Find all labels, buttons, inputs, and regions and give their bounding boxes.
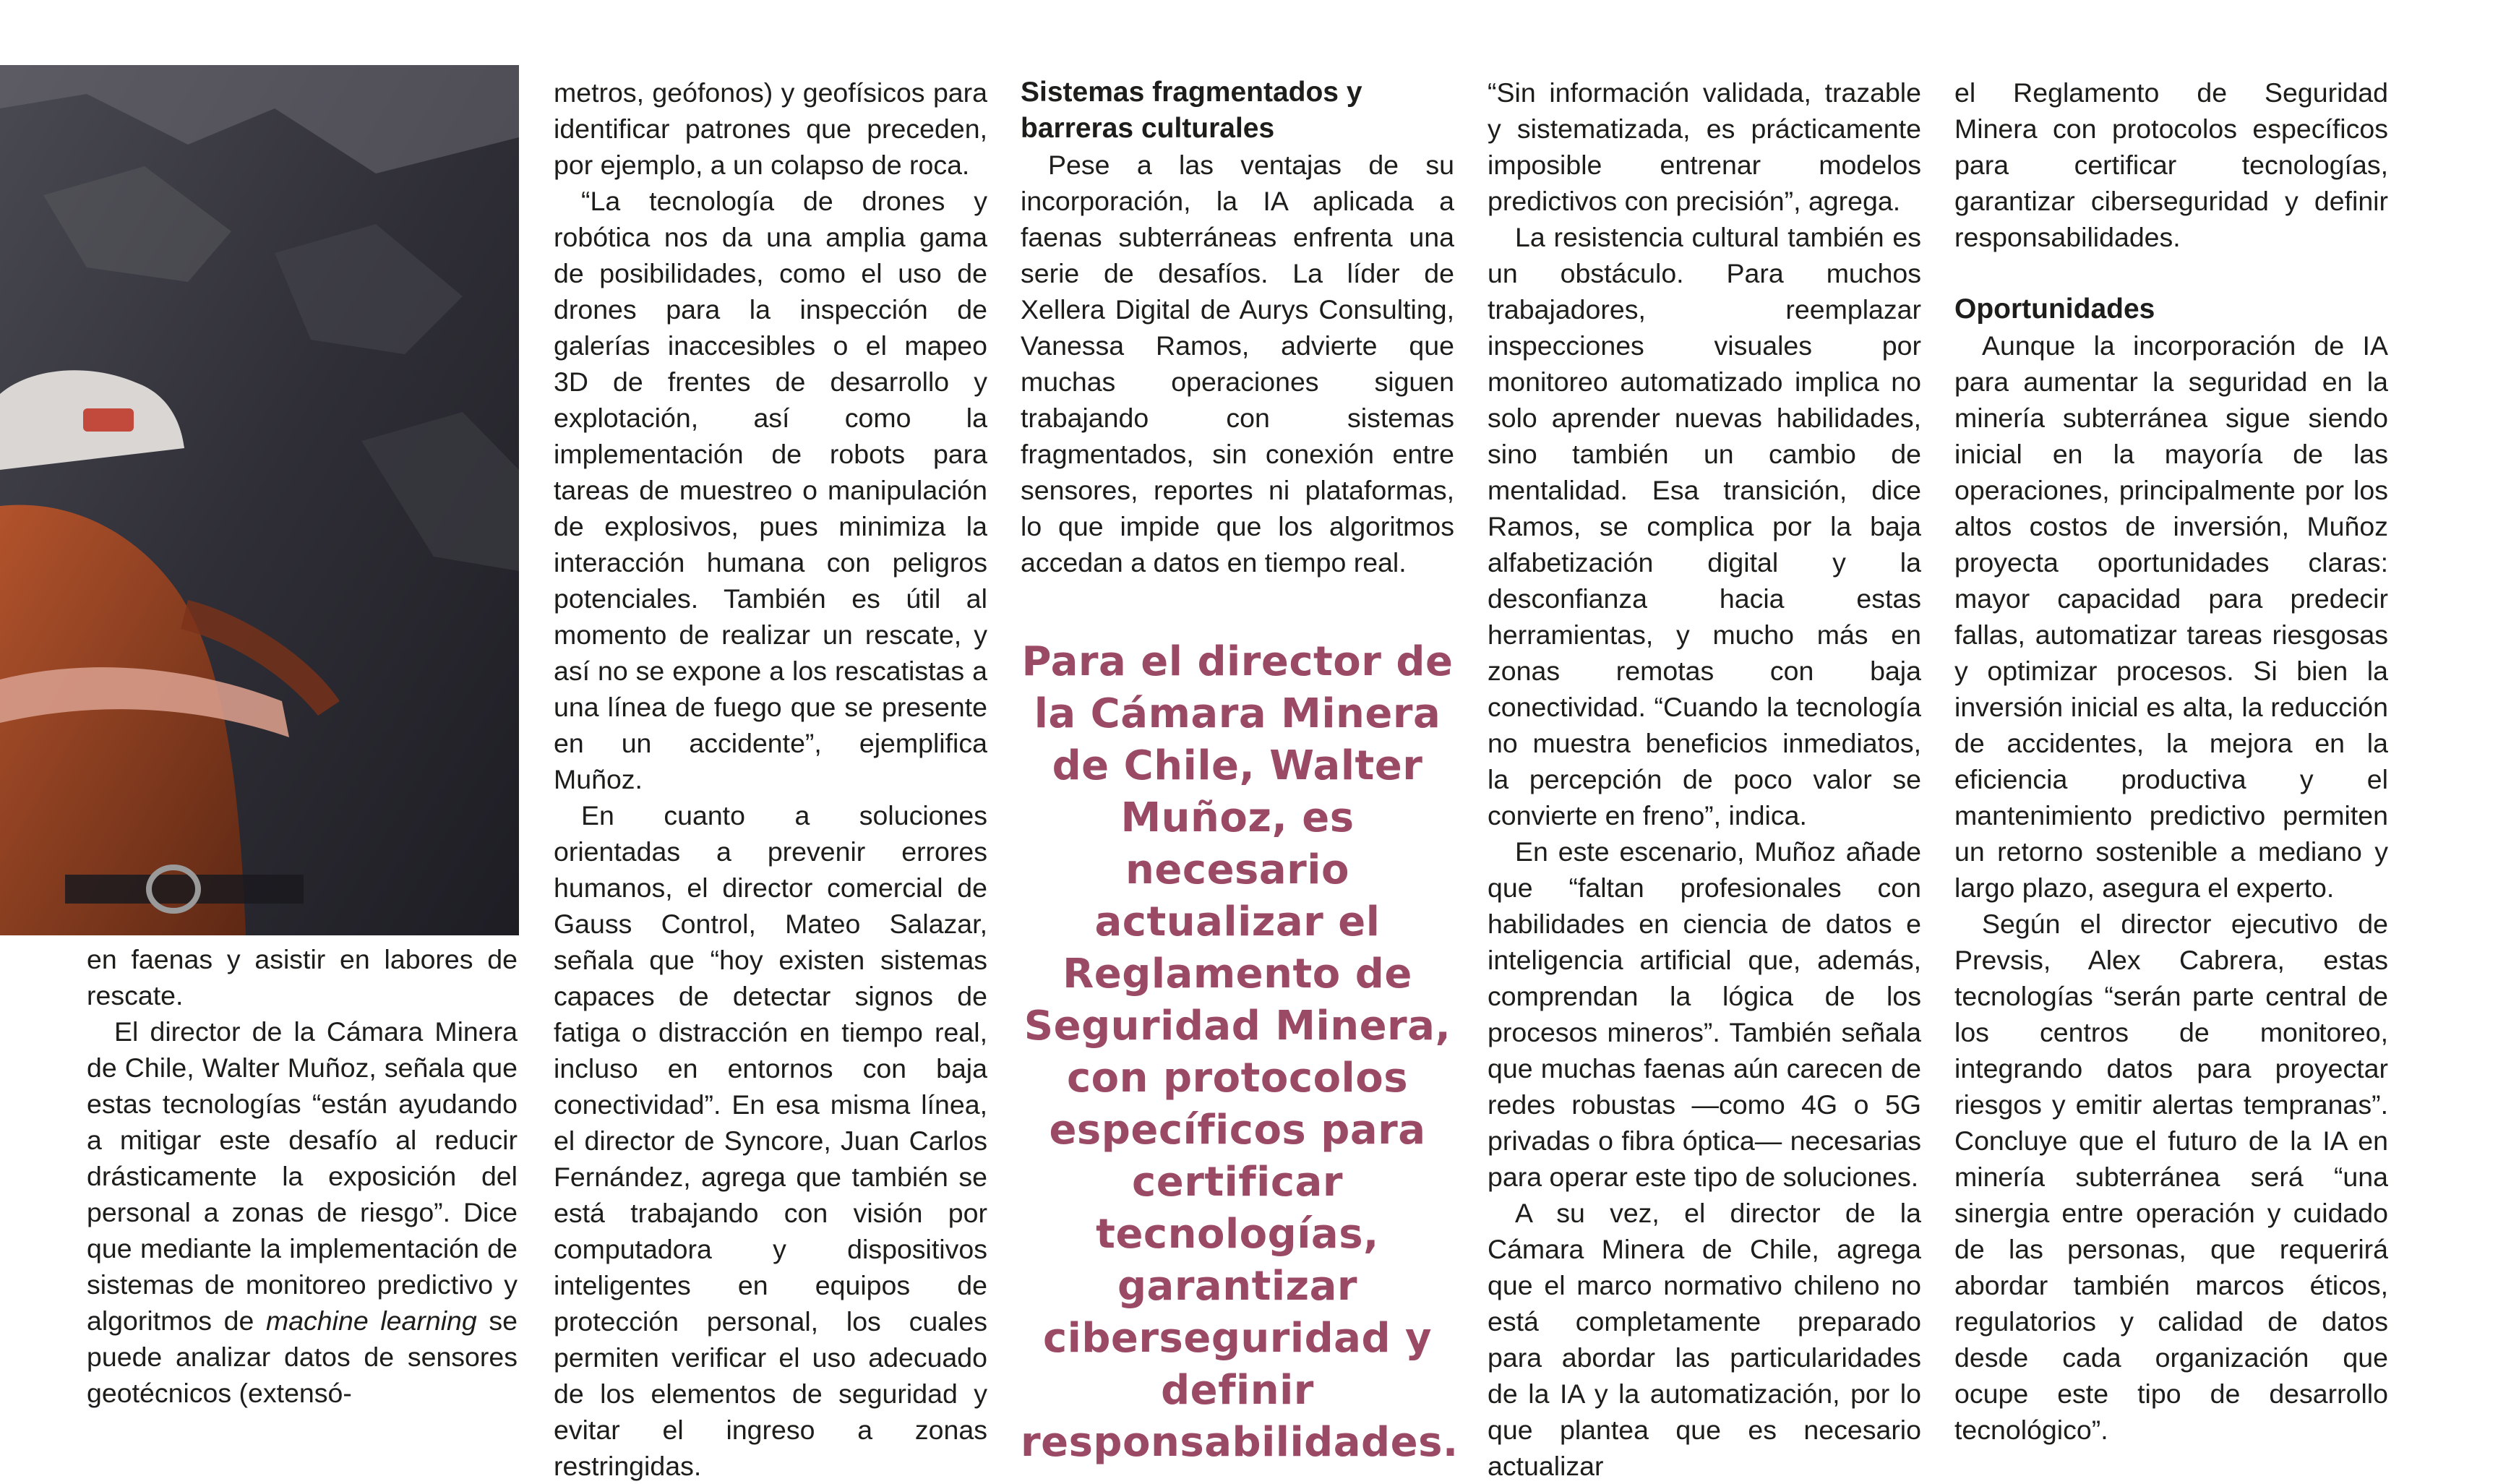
paragraph: Según el director ejecutivo de Prevsis, Alex Cabrera, estas tecnologías “serán parte central de los centros de monitoreo, integrando datos para proyectar riesgos y emitir alertas tempranas”. Concluye que el futuro de la IA en minería subterránea será “una sinergia entre operación y cuidado de las personas, que requerirá abordar también marcos éticos, regulatorios y calidad de datos desde cada organización que ocupe este tipo de desarrollo tecnológico”. <box>1954 909 2388 1445</box>
section-heading: Oportunidades <box>1954 293 2155 325</box>
column-2 <box>554 74 987 1484</box>
column-3 <box>1021 74 1454 580</box>
paragraph: el Reglamento de Seguridad Minera con protocolos específicos para certificar tecnologías, garantizar ciberseguridad y definir responsabilidades. <box>1954 77 2388 252</box>
paragraph: Pese a las ventajas de su incorporación, la IA aplicada a faenas subterráneas enfrenta una serie de desafíos. La líder de Xellera Digital de Aurys Consulting, Vanessa Ramos, advierte que muchas operaciones siguen trabajando con sistemas fragmentados, sin conexión entre sensores, reportes ni plataformas, lo que impide que los algoritmos accedan a datos en tiempo real. <box>1021 150 1454 578</box>
paragraph: El director de la Cámara Minera de Chile, Walter Muñoz, señala que estas tecnologías “están ayudando a mitigar este desafío al reducir drásticamente la exposición del personal a zonas de riesgo”. Dice que mediante la implementación de sistemas de monitoreo predictivo y algoritmos de machine learning se puede analizar datos de sensores geotécnicos (extensó- <box>87 1016 518 1408</box>
column-1 <box>87 941 518 1411</box>
section-heading: Sistemas fragmentados y barreras culturales <box>1021 77 1362 144</box>
paragraph: En este escenario, Muñoz añade que “faltan profesionales con habilidades en ciencia de datos e inteligencia artificial que, además, comprendan la lógica de los procesos mineros”. También señala que muchas faenas aún carecen de redes robustas —como 4G o 5G privadas o fibra óptica— necesarias para operar este tipo de soluciones. <box>1488 836 1921 1192</box>
paragraph: metros, geófonos) y geofísicos para identificar patrones que preceden, por ejemplo, a un colapso de roca. <box>554 77 987 180</box>
column-5 <box>1954 74 2388 1448</box>
paragraph: En cuanto a soluciones orientadas a prevenir errores humanos, el director comercial de Gauss Control, Mateo Salazar, señala que “hoy existen sistemas capaces de detectar signos de fatiga o distracción en tiempo real, incluso en entornos con baja conectividad”. En esa misma línea, el director de Syncore, Juan Carlos Fernández, agrega que también se está trabajando con visión por computadora y dispositivos inteligentes en equipos de protección personal, los cuales permiten verificar el uso adecuado de los elementos de seguridad y evitar el ingreso a zonas restringidas. <box>554 800 987 1481</box>
paragraph: La resistencia cultural también es un obstáculo. Para muchos trabajadores, reemplazar inspecciones visuales por monitoreo automatizado implica no solo aprender nuevas habilidades, sino también un cambio de mentalidad. Esa transición, dice Ramos, se complica por la baja alfabetización digital y la desconfianza hacia estas herramientas, y mucho más en zonas remotas con baja conectividad. “Cuando la tecnología no muestra beneficios inmediatos, la percepción de poco valor se convierte en freno”, indica. <box>1488 222 1921 831</box>
paragraph: A su vez, el director de la Cámara Minera de Chile, agrega que el marco normativo chileno no está completamente preparado para abordar las particularidades de la IA y la automatización, por lo que plantea que es necesario actualizar <box>1488 1198 1921 1481</box>
miner-illustration <box>0 65 519 935</box>
paragraph: “La tecnología de drones y robótica nos da una amplia gama de posibilidades, como el uso de drones para la inspección de galerías inaccesibles o el mapeo 3D de frentes de desarrollo y explotación, así como la implementación de robots para tareas de muestreo o manipulación de explosivos, pues minimiza la interacción humana con peligros potenciales. También es útil al momento de realizar un rescate, y así no se expone a los rescatistas a una línea de fuego que se presente en un accidente”, ejemplifica Muñoz. <box>554 186 987 794</box>
paragraph: en faenas y asistir en labores de rescate. <box>87 944 518 1011</box>
column-4 <box>1488 74 1921 1484</box>
pull-quote: Para el director de la Cámara Minera de Chile, Walter Muñoz, es necesario actualizar el Reglamento de Seguridad Minera, con protocolos específicos para certificar tecnologías, garantizar ciberseguridad y definir responsabilidades. <box>1021 638 1459 1466</box>
paragraph: Aunque la incorporación de IA para aumentar la seguridad en la minería subterránea sigue siendo inicial en la mayoría de las operaciones, principalmente por los altos costos de inversión, Muñoz proyecta oportunidades claras: mayor capacidad para predecir fallas, automatizar tareas riesgosas y optimizar procesos. Si bien la inversión inicial es alta, la reducción de accidentes, la mejora en la eficiencia productiva y el mantenimiento predictivo permiten un retorno sostenible a mediano y largo plazo, asegura el experto. <box>1954 330 2388 903</box>
paragraph: “Sin información validada, trazable y sistematizada, es prácticamente imposible entrenar modelos predictivos con precisión”, agrega. <box>1488 77 1921 216</box>
miner-photo <box>0 65 519 935</box>
